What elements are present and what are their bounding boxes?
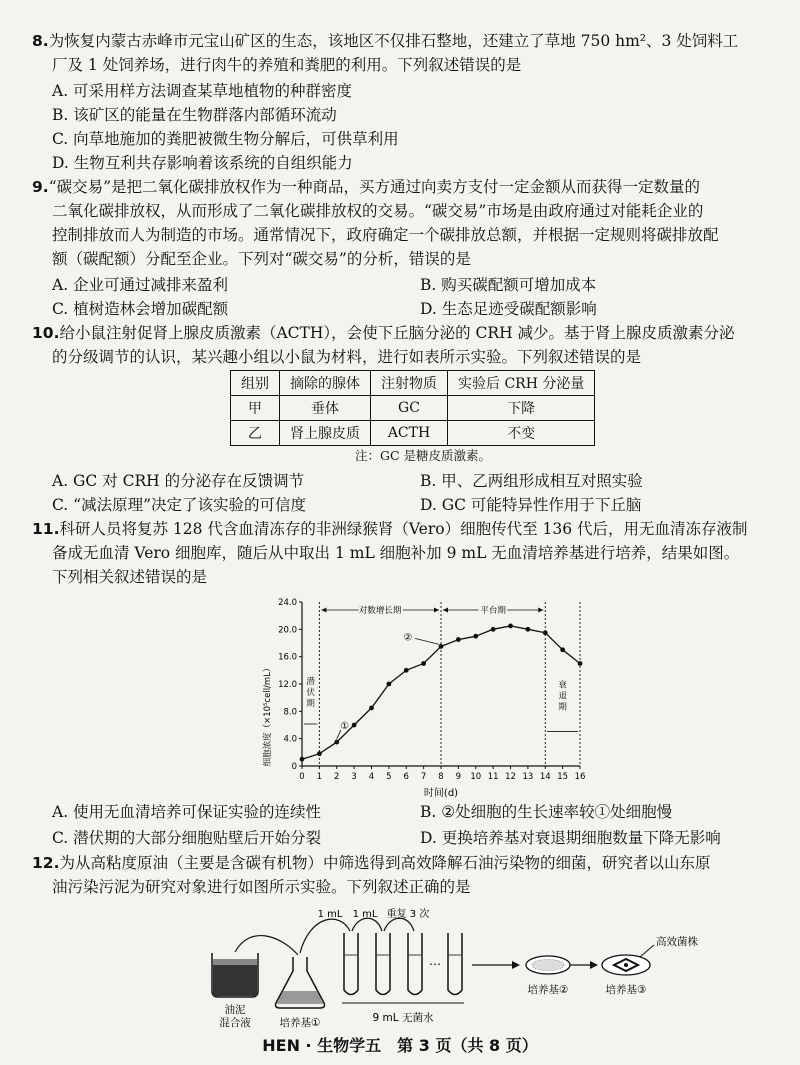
x-tick-label: 15 xyxy=(557,772,569,782)
x-tick-label: 5 xyxy=(386,772,392,782)
x-tick-label: 1 xyxy=(316,772,323,782)
q10-option-c: C. “减法原理”决定了该实验的可信度 xyxy=(52,496,307,514)
phase-label-char: 期 xyxy=(306,699,315,709)
q10-number: 10. xyxy=(32,324,60,342)
data-point xyxy=(334,740,339,745)
x-tick-label: 9 xyxy=(455,772,462,782)
phase-label: 对数增长期 xyxy=(358,606,402,616)
x-tick-label: 3 xyxy=(351,772,357,782)
phase-label-char: 潜 xyxy=(306,677,315,687)
transfer-arrow-1 xyxy=(235,936,298,955)
q10-line-1: 10.给小鼠注射促肾上腺皮质激素（ACTH），会使下丘脑分泌的 CRH 减少。基于肾上腺皮质激素分泌 xyxy=(32,324,735,342)
phase-label: 平台期 xyxy=(480,606,506,616)
phase-arrow-left xyxy=(321,608,326,613)
sludge-label-2: 混合液 xyxy=(219,1017,251,1029)
q12-number: 12. xyxy=(32,854,60,872)
q11-option-a: A. 使用无血清培养可保证实验的连续性 xyxy=(52,803,322,821)
q10-option-d: D. GC 可能特异性作用于下丘脑 xyxy=(420,496,642,514)
x-tick-label: 7 xyxy=(420,772,427,782)
y-tick-label: 8.0 xyxy=(283,707,297,718)
table-cell: 甲 xyxy=(231,396,280,421)
q12-line-1: 12.为从高粘度原油（主要是含碳有机物）中筛选得到高效降解石油污染物的细菌，研究者以山东原 xyxy=(32,854,711,872)
chart-plot-area xyxy=(278,598,585,782)
x-tick-label: 6 xyxy=(403,772,409,782)
phase-arrow-left xyxy=(443,608,448,613)
q11-line-1: 11.科研人员将复苏 128 代含血清冻存的非洲绿猴肾（Vero）细胞传代至 136 代后，用无血清冻存液制 xyxy=(32,520,748,538)
y-tick-label: 4.0 xyxy=(283,734,297,745)
data-point xyxy=(578,661,583,666)
q9-line-3: 控制排放而人为制造的市场。通常情况下，政府确定一个碳排放总额，并根据一定规则将碳排放配 xyxy=(52,226,719,244)
water-label: 9 mL 无菌水 xyxy=(372,1012,434,1024)
table-header-cell: 组别 xyxy=(231,371,280,396)
data-point xyxy=(300,757,305,762)
arrow-head-icon xyxy=(590,961,598,969)
data-point xyxy=(317,751,322,756)
table-cell: 肾上腺皮质 xyxy=(280,421,371,446)
y-tick-label: 16.0 xyxy=(278,652,297,663)
transfer-arrow-3 xyxy=(352,918,382,931)
data-point xyxy=(456,637,461,642)
q9-option-b: B. 购买碳配额可增加成本 xyxy=(420,276,597,294)
x-tick-label: 10 xyxy=(470,772,482,782)
x-tick-label: 12 xyxy=(505,772,516,782)
data-point xyxy=(560,647,565,652)
data-point xyxy=(508,624,513,629)
y-axis-label: 细胞浓度（×10⁵cell/mL） xyxy=(263,663,273,767)
page-footer: HEN · 生物学五 第 3 页（共 8 页） xyxy=(262,1036,538,1055)
data-point xyxy=(525,627,530,632)
q11-line-2: 备成无血清 Vero 细胞库，随后从中取出 1 mL 细胞补加 9 mL 无血清培养基进行培养，结果如图。 xyxy=(52,544,740,562)
q9-line-2: 二氧化碳排放权，从而形成了二氧化碳排放权的交易。“碳交易”市场是由政府通过对能耗企业的 xyxy=(52,202,704,220)
q11-option-b: B. ②处细胞的生长速率较①处细胞慢 xyxy=(420,803,673,821)
table-cell: ACTH xyxy=(371,421,448,446)
plate-3-icon xyxy=(602,955,650,975)
x-tick-label: 2 xyxy=(334,772,340,782)
table-row xyxy=(231,396,595,421)
q12-plate-3-figure xyxy=(570,905,770,1005)
y-tick-label: 0 xyxy=(291,762,297,772)
x-tick-label: 0 xyxy=(299,772,305,782)
q8-option-c: C. 向草地施加的粪肥被微生物分解后，可供草利用 xyxy=(52,130,399,148)
pointer-line xyxy=(640,945,654,957)
data-point xyxy=(352,723,357,728)
q10-option-a: A. GC 对 CRH 的分泌存在反馈调节 xyxy=(52,472,305,490)
q10-table xyxy=(230,370,595,446)
phase-arrow-right xyxy=(434,608,439,613)
q9-line-1: 9.“碳交易”是把二氧化碳排放权作为一种商品，买方通过向卖方支付一定金额从而获得一定数量的 xyxy=(32,178,701,196)
transfer-arrow-4 xyxy=(384,918,414,931)
q11-number: 11. xyxy=(32,520,60,538)
q9-option-a: A. 企业可通过减排来盈利 xyxy=(52,276,229,294)
q8-line-1: 8.为恢复内蒙古赤峰市元宝山矿区的生态，该地区不仅排石整地，还建立了草地 750 hm²、3 处饲料工 xyxy=(32,32,739,50)
table-header-cell: 实验后 CRH 分泌量 xyxy=(448,371,595,396)
x-tick-label: 13 xyxy=(522,772,534,782)
q11-line-3: 下列相关叙述错误的是 xyxy=(52,568,208,586)
medium-3-label: 培养基③ xyxy=(605,984,647,996)
x-tick-label: 14 xyxy=(539,772,551,782)
q8-option-b: B. 该矿区的能量在生物群落内部循环流动 xyxy=(52,106,337,124)
data-point xyxy=(439,644,444,649)
q8-line-2: 厂及 1 处饲养场，进行肉牛的养殖和粪肥的利用。下列叙述错误的是 xyxy=(52,56,522,74)
x-tick-label: 8 xyxy=(438,772,444,782)
phase-label-char: 期 xyxy=(558,702,567,713)
plate-2-icon xyxy=(526,956,570,974)
table-cell: GC xyxy=(371,396,448,421)
annotation-marker: ② xyxy=(403,632,413,644)
x-tick-label: 4 xyxy=(368,772,375,782)
medium-2-label: 培养基② xyxy=(527,984,569,996)
volume-2-label: 1 mL xyxy=(352,909,378,920)
q10-table-note: 注：GC 是糖皮质激素。 xyxy=(355,448,492,463)
repeat-label: 重复 3 次 xyxy=(386,909,430,920)
q9-line-4: 额（碳配额）分配至企业。下列对“碳交易”的分析，错误的是 xyxy=(52,250,471,268)
data-point xyxy=(543,630,548,635)
data-point xyxy=(491,627,496,632)
y-tick-label: 24.0 xyxy=(278,598,297,608)
y-tick-label: 12.0 xyxy=(278,680,297,690)
arrow-head-icon xyxy=(512,961,520,969)
q9-option-c: C. 植树造林会增加碳配额 xyxy=(52,300,229,318)
y-tick-label: 20.0 xyxy=(278,625,297,636)
table-cell: 垂体 xyxy=(280,396,371,421)
x-tick-label: 16 xyxy=(574,772,586,782)
table-row xyxy=(231,421,595,446)
table-header-cell: 摘除的腺体 xyxy=(280,371,371,396)
data-point xyxy=(386,682,391,687)
sludge-beaker-icon xyxy=(212,953,258,997)
q11-option-c: C. 潜伏期的大部分细胞贴壁后开始分裂 xyxy=(52,829,322,847)
phase-label-char: 衰 xyxy=(558,680,567,691)
annotation-marker: ① xyxy=(340,721,350,733)
cell-growth-chart xyxy=(258,590,598,800)
q8-option-a: A. 可采用样方法调查某草地植物的种群密度 xyxy=(52,82,353,100)
phase-label-char: 退 xyxy=(558,691,567,702)
ellipsis: … xyxy=(429,954,441,968)
sludge-label: 油泥 xyxy=(224,1004,246,1016)
volume-1-label: 1 mL xyxy=(317,909,343,920)
table-cell: 不变 xyxy=(448,421,595,446)
data-point xyxy=(473,634,478,639)
table-header-cell: 注射物质 xyxy=(371,371,448,396)
q12-line-2: 油污染污泥为研究对象进行如图所示实验。下列叙述正确的是 xyxy=(52,878,471,896)
table-cell: 乙 xyxy=(231,421,280,446)
phase-arrow-right xyxy=(538,608,543,613)
table-cell: 下降 xyxy=(448,396,595,421)
q10-option-b: B. 甲、乙两组形成相互对照实验 xyxy=(420,472,643,490)
q9-option-d: D. 生态足迹受碳配额影响 xyxy=(420,300,597,318)
data-point xyxy=(369,706,374,711)
q8-option-d: D. 生物互利共存影响着该系统的自组织能力 xyxy=(52,154,353,172)
x-tick-label: 11 xyxy=(487,772,499,782)
q10-line-2: 的分级调节的认识，某兴趣小组以小鼠为材料，进行如表所示实验。下列叙述错误的是 xyxy=(52,348,642,366)
q9-number: 9. xyxy=(32,178,49,196)
strain-label: 高效菌株 xyxy=(656,936,698,948)
q11-option-d: D. 更换培养基对衰退期细胞数量下降无影响 xyxy=(420,829,721,847)
medium-1-label: 培养基① xyxy=(279,1017,321,1029)
annotation-pointer xyxy=(415,638,439,644)
data-point xyxy=(421,661,426,666)
data-point xyxy=(404,668,409,673)
flask-icon xyxy=(276,957,325,1008)
q8-number: 8. xyxy=(32,32,49,50)
phase-label-char: 伏 xyxy=(306,688,315,698)
table-header-row xyxy=(231,371,595,396)
transfer-arrow-2 xyxy=(300,919,350,953)
test-tube-icon xyxy=(344,933,462,995)
x-axis-label: 时间(d) xyxy=(423,788,459,799)
